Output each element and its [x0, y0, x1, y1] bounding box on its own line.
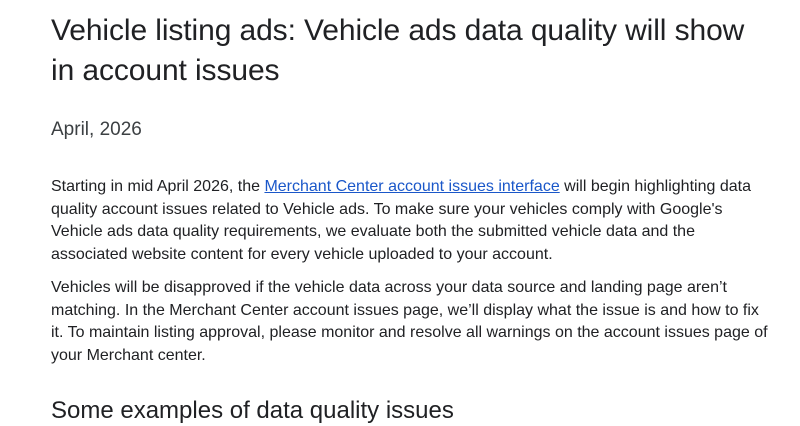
- intro-text-after-link: will begin highlighting data quality account issues related to Vehicle ads. To make sure your vehicles comply with Google's Vehicle ads data quality requirements, we evaluate both the submitted vehicle data and the associated website content for every vehicle uploaded to your account.: [51, 178, 751, 263]
- publish-date: April, 2026: [51, 119, 142, 140]
- account-issues-interface-link[interactable]: Merchant Center account issues interface: [264, 178, 560, 195]
- page-title: Vehicle listing ads: Vehicle ads data quality will show in account issues: [51, 14, 745, 87]
- intro-paragraph: [51, 176, 771, 266]
- intro-text-before-link: Starting in mid April 2026, the: [51, 178, 265, 195]
- examples-subheading: Some examples of data quality issues: [51, 397, 454, 424]
- disapproval-paragraph: Vehicles will be disapproved if the vehicle data across your data source and landing page aren’t matching. In the Merchant Center account issues page, we’ll display what the issue is and how to fix it. To maintain listing approval, please monitor and resolve all warnings on the account issues page of your Merchant center.: [51, 279, 768, 364]
